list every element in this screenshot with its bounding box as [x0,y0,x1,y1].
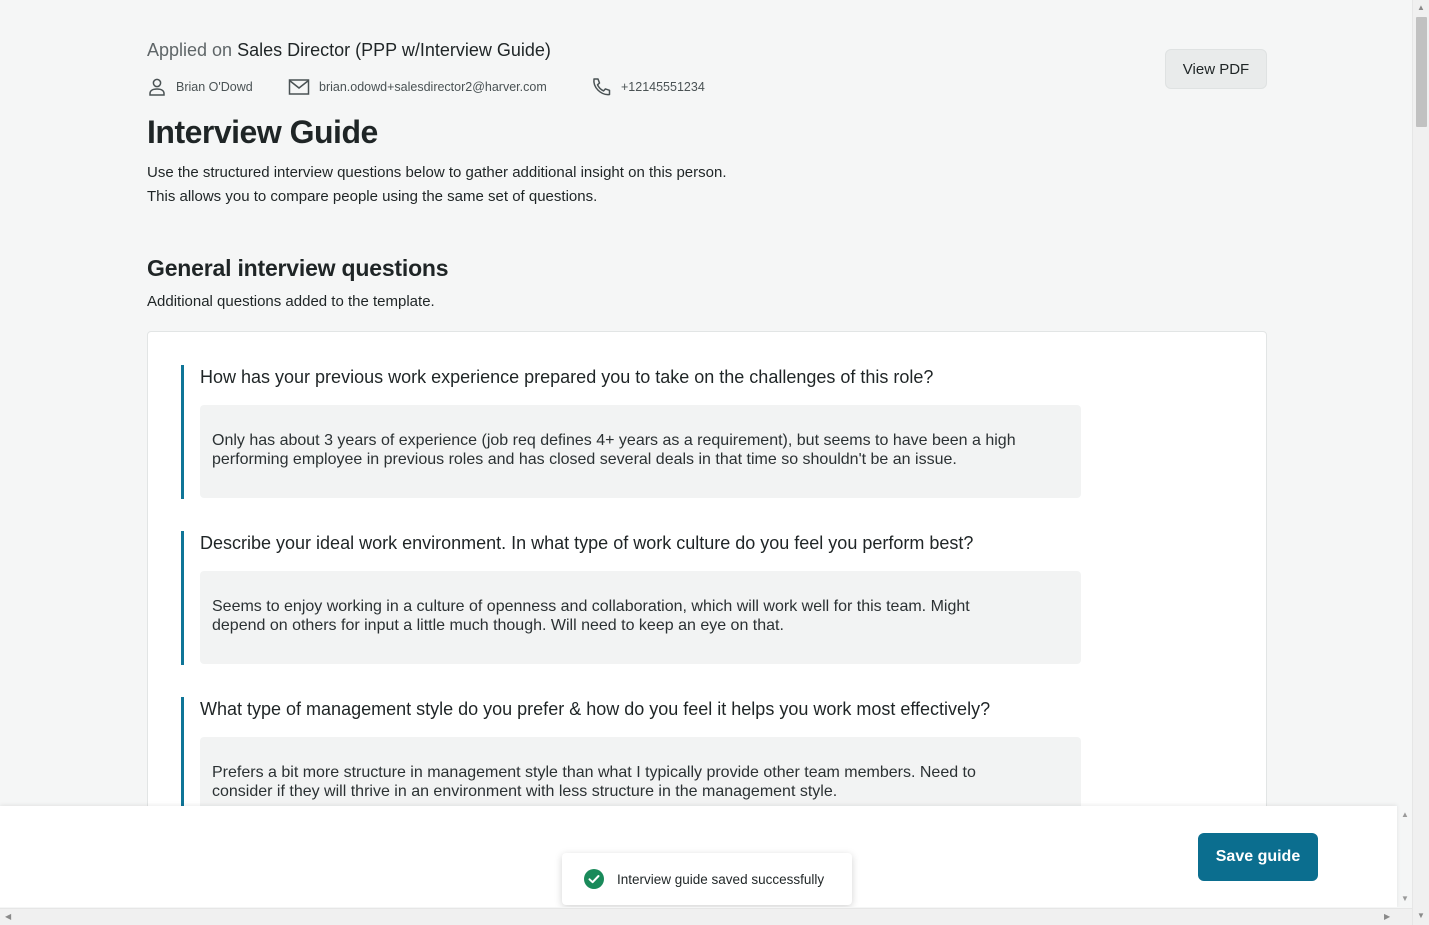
question-block [181,365,1081,499]
applied-prefix: Applied on [147,40,233,60]
mail-icon [288,78,310,96]
candidate-name [147,76,253,98]
scroll-up-icon[interactable]: ▲ [1401,810,1409,819]
candidate-phone [590,76,705,98]
view-pdf-button[interactable]: View PDF [1165,49,1267,89]
answer-line: depend on others for input a little much though. Will need to keep an eye on that. [212,617,784,634]
question-text: Describe your ideal work environment. In what type of work culture do you feel you perform best? [200,533,974,553]
save-guide-button[interactable]: Save guide [1198,833,1318,881]
check-circle-icon [584,869,604,889]
scroll-right-arrow-icon[interactable]: ▶ [1384,912,1391,921]
candidate-email [288,76,547,98]
applied-on-line [147,40,551,61]
intro-line-2: This allows you to compare people using the same set of questions. [147,188,598,205]
candidate-name-text: Brian O'Dowd [176,80,253,94]
answer-line: consider if they will thrive in an environment with less structure in the management style. [212,783,838,800]
toast-message: Interview guide saved successfully [617,871,825,887]
vertical-scrollbar[interactable] [1412,0,1429,925]
vertical-scroll-thumb[interactable] [1416,17,1427,127]
intro-line-1: Use the structured interview questions below to gather additional insight on this person. [147,164,727,181]
page-title: Interview Guide [147,114,378,150]
horizontal-scrollbar[interactable] [0,908,1412,925]
scroll-down-arrow-icon[interactable]: ▼ [1417,911,1425,920]
scroll-down-icon[interactable]: ▼ [1401,894,1409,903]
scroll-up-arrow-icon[interactable]: ▲ [1417,3,1425,12]
answer-field[interactable] [200,571,1081,664]
phone-icon [590,77,612,97]
section-title: General interview questions [147,255,449,281]
question-text: What type of management style do you prefer & how do you feel it helps you work most effectively? [200,699,991,719]
candidate-phone-text[interactable]: +12145551234 [621,80,705,94]
person-icon [147,77,167,97]
answer-line: Only has about 3 years of experience (job req defines 4+ years as a requirement), but seems to have been a high [212,432,1016,449]
job-role: Sales Director (PPP w/Interview Guide) [237,40,551,60]
candidate-email-text[interactable]: brian.odowd+salesdirector2@harver.com [319,80,547,94]
success-toast [562,853,852,905]
answer-line: performing employee in previous roles and has closed several deals in that time so shouldn't be an issue. [212,451,957,468]
guide-intro [147,161,727,209]
answer-line: Seems to enjoy working in a culture of openness and collaboration, which will work well for this team. Might [212,598,970,615]
section-subtitle: Additional questions added to the template. [147,293,435,310]
scroll-left-arrow-icon[interactable]: ◀ [5,912,12,921]
answer-line: Prefers a bit more structure in management style than what I typically provide other team members. Need to [212,764,976,781]
question-text: How has your previous work experience prepared you to take on the challenges of this role? [200,367,934,387]
answer-field[interactable] [200,405,1081,498]
question-block [181,531,1081,665]
